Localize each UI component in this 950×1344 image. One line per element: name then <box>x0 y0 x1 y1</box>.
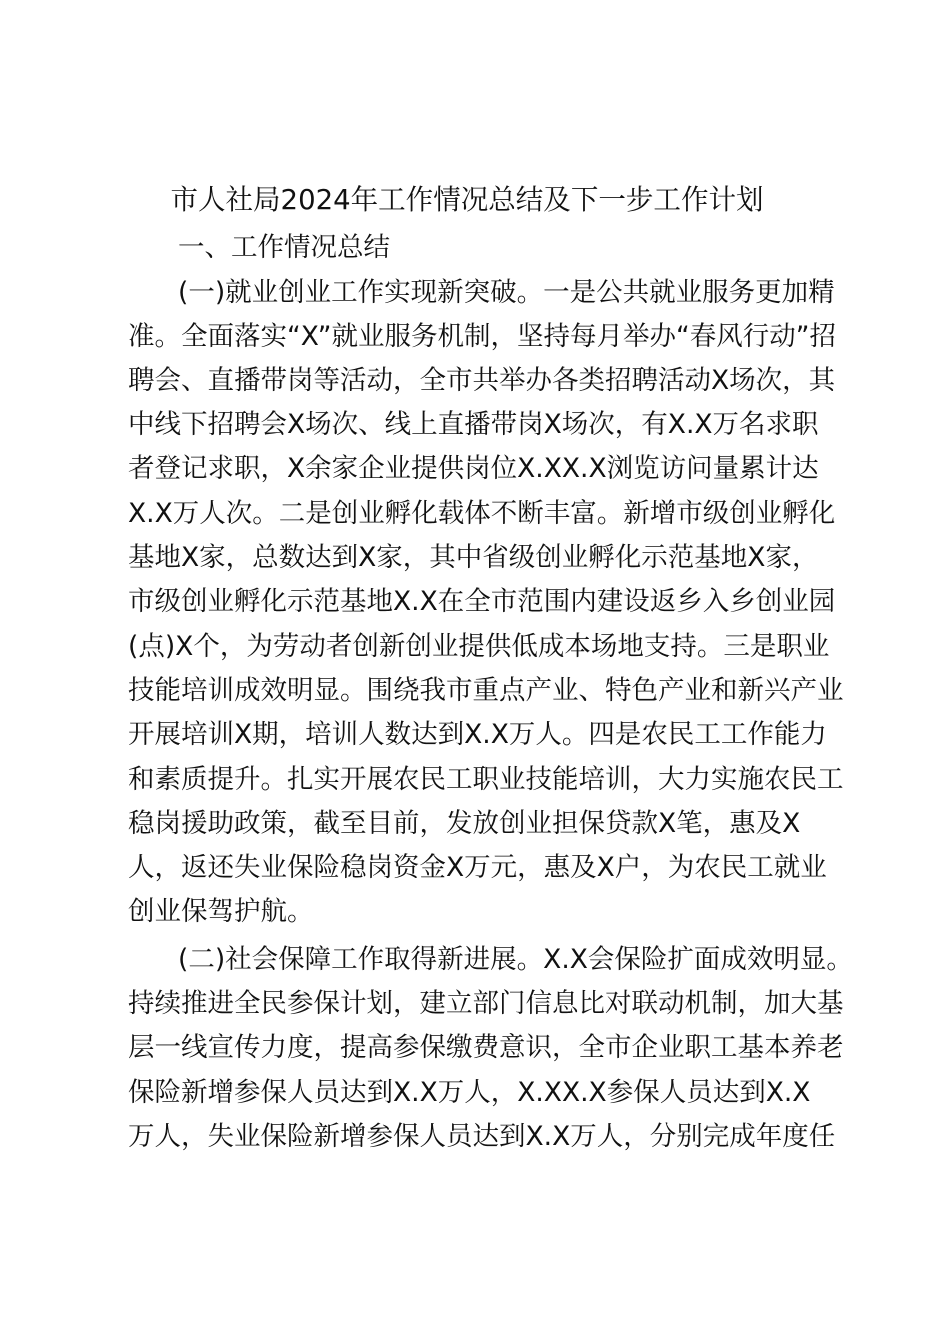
paragraph-line: 和素质提升。扎实开展农民工职业技能培训，大力实施农民工 <box>128 764 844 795</box>
paragraph-line: 准。全面落实“X”就业服务机制，坚持每月举办“春风行动”招 <box>128 321 836 352</box>
paragraph-line: 者登记求职，X余家企业提供岗位X.XX.X浏览访问量累计达 <box>128 453 819 484</box>
paragraph-line: 保险新增参保人员达到X.X万人，X.XX.X参保人员达到X.X <box>128 1077 811 1108</box>
paragraph-line: 中线下招聘会X场次、线上直播带岗X场次，有X.X万名求职 <box>128 409 819 440</box>
paragraph-line: 人，返还失业保险稳岗资金X万元，惠及X户，为农民工就业 <box>128 852 827 883</box>
paragraph-line: 层一线宣传力度，提高参保缴费意识，全市企业职工基本养老 <box>128 1032 844 1063</box>
paragraph-line: 持续推进全民参保计划，建立部门信息比对联动机制，加大基 <box>128 988 844 1019</box>
paragraph-line: 基地X家，总数达到X家，其中省级创业孵化示范基地X家， <box>128 542 819 573</box>
paragraph-line: (二)社会保障工作取得新进展。X.X会保险扩面成效明显。 <box>178 944 853 975</box>
paragraph-line: (一)就业创业工作实现新突破。一是公共就业服务更加精 <box>178 277 835 308</box>
document-title: 市人社局2024年工作情况总结及下一步工作计划 <box>170 183 764 216</box>
paragraph-line: 稳岗援助政策，截至目前，发放创业担保贷款X笔，惠及X <box>128 808 801 839</box>
paragraph-line: 市级创业孵化示范基地X.X在全市范围内建设返乡入乡创业园 <box>128 586 836 617</box>
paragraph-line: 创业保驾护航。 <box>128 896 314 927</box>
paragraph-line: X.X万人次。二是创业孵化载体不断丰富。新增市级创业孵化 <box>128 498 836 529</box>
paragraph-line: (点)X个，为劳动者创新创业提供低成本场地支持。三是职业 <box>128 631 830 662</box>
paragraph-line: 聘会、直播带岗等活动，全市共举办各类招聘活动X场次，其 <box>128 365 836 396</box>
section-heading: 一、工作情况总结 <box>178 232 390 263</box>
paragraph-line: 开展培训X期，培训人数达到X.X万人。四是农民工工作能力 <box>128 719 827 750</box>
paragraph-line: 技能培训成效明显。围绕我市重点产业、特色产业和新兴产业 <box>128 675 844 706</box>
paragraph-line: 万人，失业保险新增参保人员达到X.X万人，分别完成年度任 <box>128 1121 836 1152</box>
